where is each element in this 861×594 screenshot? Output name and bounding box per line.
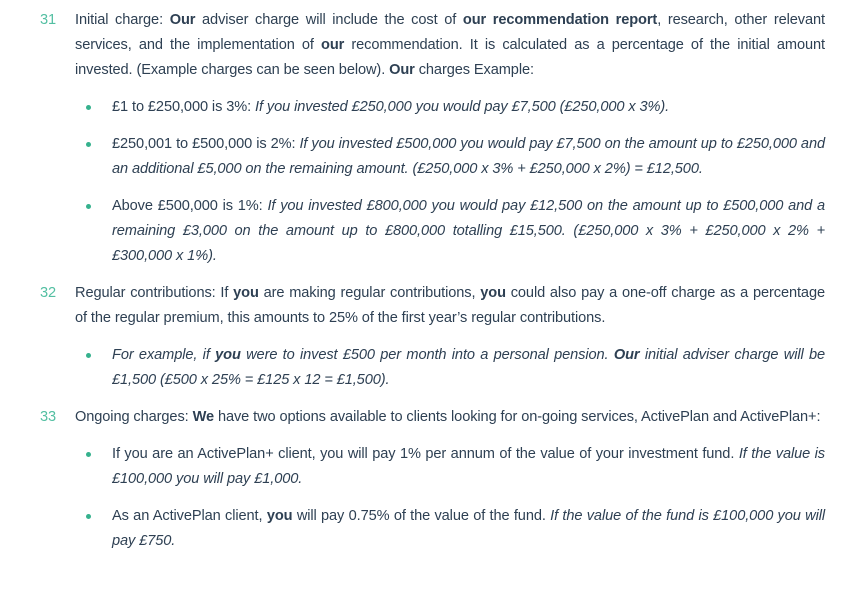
bullet-marker-cell <box>75 343 112 358</box>
paragraph-number: 33 <box>40 409 57 425</box>
bullet-marker-cell <box>75 442 112 457</box>
text-run: If you invested £800,000 you would pay £12,500 on the amount up to £500,000 and a remaining £3,000 on the amount up to £800,000 totalling £15,500. (£250,000 x 3% + £250,000 x 2% + £300,000 x 1%). <box>112 198 825 264</box>
text-run: If you invested £250,000 you would pay £7,500 (£250,000 x 3%). <box>255 99 670 115</box>
text-run: our recommendation report <box>462 12 658 28</box>
text-run: were to invest £500 per month into a personal pension. <box>240 347 614 363</box>
bullet-text <box>112 132 825 182</box>
text-run: you <box>480 285 506 301</box>
bullet-item <box>75 343 825 393</box>
text-run: £1 to £250,000 is 3%: <box>112 99 256 115</box>
bullet-item <box>75 442 825 492</box>
bullet-text <box>112 343 825 393</box>
text-run: initial adviser charge will be £1,500 (£500 x 25% = £125 x 12 = £1,500). <box>112 347 825 388</box>
bullet-marker-cell <box>75 95 112 110</box>
text-run: Our <box>169 12 196 28</box>
bullet-item <box>75 504 825 554</box>
paragraph-content <box>75 405 825 566</box>
text-run: Above £500,000 is 1%: <box>112 198 268 214</box>
text-run: We <box>192 409 214 425</box>
text-run: adviser charge will include the cost of <box>195 12 463 28</box>
text-run: could also pay a one-off charge as a percentage of the regular premium, this amounts to 25% of the first year’s regular contributions. <box>75 285 825 326</box>
text-run: you <box>233 285 259 301</box>
bullet-text <box>112 504 825 554</box>
text-run: are making regular contributions, <box>258 285 481 301</box>
bullet-item <box>75 132 825 182</box>
text-run: If you invested £500,000 you would pay £7,500 on the amount up to £250,000 and an additional £5,000 on the remaining amount. (£250,000 x 3% + £250,000 x 2%) = £12,500. <box>112 136 825 177</box>
paragraph-31 <box>0 8 861 281</box>
text-run: , research, other relevant services, and the implementation of <box>75 12 825 53</box>
paragraph-number: 32 <box>40 285 57 301</box>
bullet-icon <box>86 204 91 209</box>
text-run: If you are an ActivePlan+ client, you will pay 1% per annum of the value of your investment fund. <box>112 446 739 462</box>
bullet-icon <box>86 105 91 110</box>
text-run: you <box>215 347 241 363</box>
text-run: our <box>321 37 345 53</box>
paragraph-text <box>75 405 825 430</box>
paragraph-number: 31 <box>40 12 57 28</box>
text-run: For example, if <box>112 347 216 363</box>
text-run: If the value of the fund is £100,000 you will pay £750. <box>112 508 826 549</box>
paragraph-33 <box>0 405 861 566</box>
text-run: If the value is £100,000 you will pay £1,000. <box>112 446 825 487</box>
bullet-icon <box>86 353 91 358</box>
bullet-marker-cell <box>75 504 112 519</box>
bullet-text <box>112 194 825 269</box>
bullet-icon <box>86 142 91 147</box>
text-run: £250,001 to £500,000 is 2%: <box>112 136 300 152</box>
bullet-marker-cell <box>75 132 112 147</box>
bullet-marker-cell <box>75 194 112 209</box>
paragraph-content <box>75 8 825 281</box>
text-run: Ongoing charges: <box>75 409 193 425</box>
bullet-text <box>112 442 825 492</box>
text-run: have two options available to clients looking for on-going services, ActivePlan and ActivePlan+: <box>214 409 821 425</box>
text-run: Regular contributions: If <box>75 285 234 301</box>
text-run: Initial charge: <box>75 12 170 28</box>
bullet-item <box>75 95 825 120</box>
bullet-item <box>75 194 825 269</box>
text-run: Our <box>389 62 415 78</box>
text-run: will pay 0.75% of the value of the fund. <box>292 508 551 524</box>
paragraph-text <box>75 281 825 331</box>
bullet-icon <box>86 514 91 519</box>
bullet-icon <box>86 452 91 457</box>
text-run: Our <box>613 347 640 363</box>
paragraph-32 <box>0 281 861 405</box>
paragraph-content <box>75 281 825 405</box>
paragraph-text <box>75 8 825 83</box>
text-run: recommendation. It is calculated as a percentage of the initial amount invested. (Example charges can be seen below). <box>75 37 825 78</box>
text-run: you <box>266 508 293 524</box>
text-run: As an ActivePlan client, <box>112 508 267 524</box>
text-run: charges Example: <box>414 62 534 78</box>
bullet-text <box>112 95 825 120</box>
